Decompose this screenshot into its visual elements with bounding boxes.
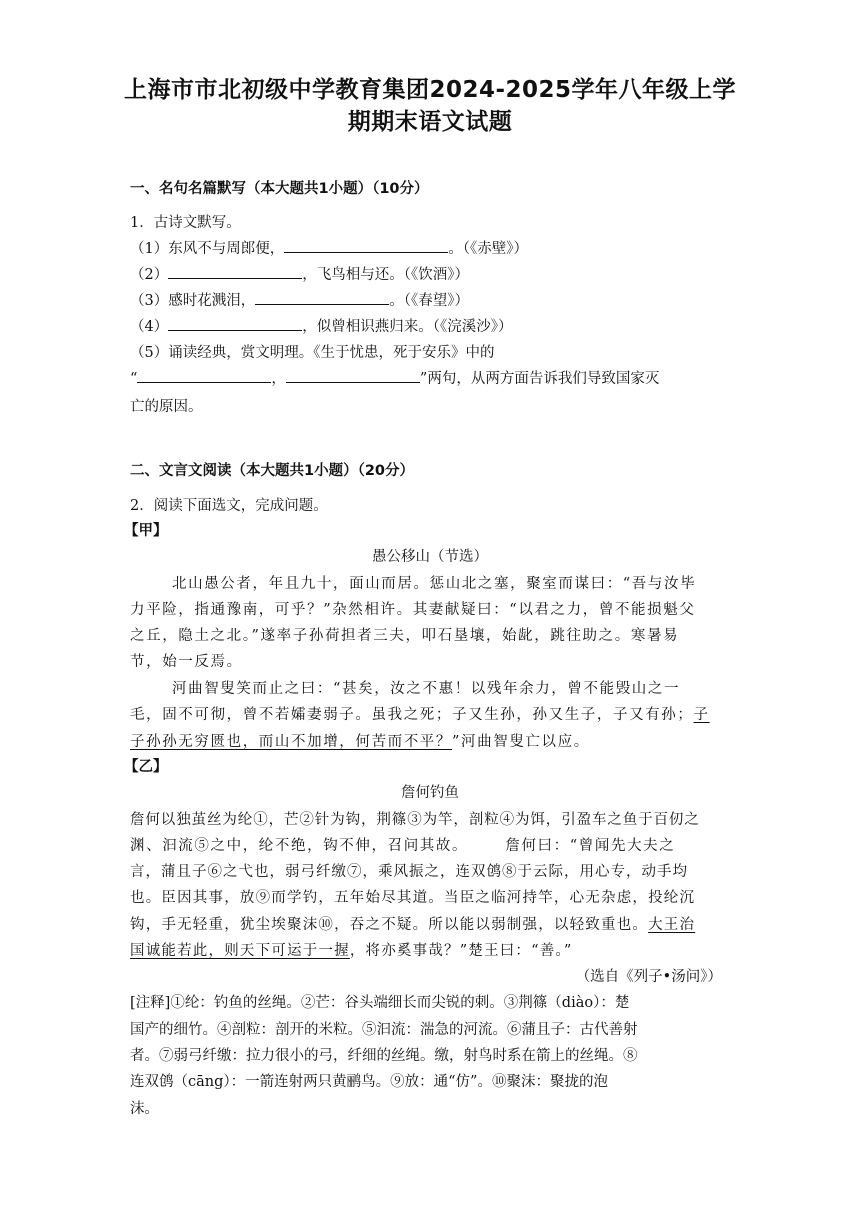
item3-prefix: （3）感时花溅泪， xyxy=(130,293,256,309)
jia-line-2: 力平险，指通豫南，可乎？”杂然相许。其妻献疑曰：“以君之力，曾不能损魁父 xyxy=(130,602,696,618)
yi-line-4: 也。臣因其事，放⑨而学钓，五年始尽其道。当臣之临河持竿，心无杂虑，投纶沉 xyxy=(130,890,696,906)
item1-suffix: 。（《赤壁》） xyxy=(448,241,528,257)
item5-line1: （5）诵读经典，赏文明理。《生于忧患，死于安乐》中的 xyxy=(130,345,495,361)
jia-line-5: 河曲智叟笑而止之曰：“甚矣，汝之不惠！以残年余力，曾不能毁山之一 xyxy=(172,681,681,697)
item4-suffix: ，似曾相识燕归来。（《浣溪沙》） xyxy=(302,319,513,335)
yi-line-1: 詹何以独茧丝为纶①，芒②针为钩，荆篠③为竿，剖粒④为饵，引盈车之鱼于百仞之 xyxy=(130,812,700,828)
item3 xyxy=(130,289,469,310)
jia-underlined-start: 子 xyxy=(693,707,710,723)
yi-line-6 xyxy=(130,939,573,960)
item4-blank[interactable] xyxy=(168,316,302,331)
item1 xyxy=(130,237,528,258)
passage-jia-label: 【甲】 xyxy=(124,522,168,539)
jia-line-6-text: 毛，固不可彻，曾不若孀妻弱子。虽我之死；子又生孙，孙又生子，子又有孙； xyxy=(130,707,694,723)
passage-yi-label: 【乙】 xyxy=(124,758,168,775)
item3-blank[interactable] xyxy=(255,290,389,305)
exam-title-line2: 期期末语文试题 xyxy=(347,109,513,135)
passage-yi-title: 詹何钓鱼 xyxy=(401,785,459,801)
yi-line-2: 渊、汩流⑤之中，纶不绝，钩不伸，召问其故。 詹何曰：“曾闻先大夫之 xyxy=(130,838,676,854)
item5-open-quote: “ xyxy=(130,371,138,387)
jia-underlined-sentence: 子孙孙无穷匮也，而山不加增，何苦而不平？ xyxy=(130,734,452,750)
item2 xyxy=(130,263,469,284)
notes-line-1: [注释]①纶：钓鱼的丝绳。②芒：谷头端细长而尖锐的刺。③荆篠（diào）：楚 xyxy=(130,995,630,1011)
item5-after: ”两句，从两方面告诉我们导致国家灭 xyxy=(419,371,660,387)
jia-line-7-rest: ”河曲智叟亡以应。 xyxy=(452,734,590,750)
item1-blank[interactable] xyxy=(284,238,448,253)
exam-title-line1: 上海市市北初级中学教育集团2024-2025学年八年级上学 xyxy=(123,77,737,103)
question2-intro: 2．阅读下面选文，完成问题。 xyxy=(130,498,328,514)
section2-heading: 二、文言文阅读（本大题共1小题）（20分） xyxy=(130,463,415,479)
item2-suffix: ，飞鸟相与还。（《饮酒》） xyxy=(302,267,469,283)
item1-prefix: （1）东风不与周郎便， xyxy=(130,241,285,257)
item4-prefix: （4） xyxy=(130,319,169,335)
jia-line-6 xyxy=(130,703,710,724)
item4 xyxy=(130,315,512,336)
yi-underlined-sentence: 国诚能若此，则天下可运于一握 xyxy=(130,943,350,959)
notes-line-2: 国产的细竹。④剖粒：剖开的米粒。⑤汩流：湍急的河流。⑥蒲且子：古代善射 xyxy=(130,1022,638,1038)
item5-blank-a[interactable] xyxy=(137,368,271,383)
yi-line-6-rest: ，将亦奚事哉？”楚王曰：“善。” xyxy=(349,943,573,959)
jia-line-1: 北山愚公者，年且九十，面山而居。惩山北之塞，聚室而谋曰：“吾与汝毕 xyxy=(172,576,697,592)
yi-line-5-text: 钩，手无轻重，犹尘埃聚沫⑩，吞之不疑。所以能以弱制强，以轻致重也。 xyxy=(130,917,649,933)
jia-line-4: 节，始一反焉。 xyxy=(130,654,243,670)
yi-underlined-start: 大王治 xyxy=(648,917,696,933)
passage-jia-title: 愚公移山（节选） xyxy=(372,549,488,565)
yi-line-5 xyxy=(130,913,695,934)
notes-line-4: 连双鸧（cāng）：一箭连射两只黄鹂鸟。⑨放：通“仿”。⑩聚沫：聚拢的泡 xyxy=(130,1074,608,1090)
yi-line-3: 言，蒲且子⑥之弋也，弱弓纤缴⑦，乘风振之，连双鸧⑧于云际，用心专，动手均 xyxy=(130,864,688,880)
item2-prefix: （2） xyxy=(130,267,169,283)
question1-intro: 1．古诗文默写。 xyxy=(130,215,241,231)
jia-line-7 xyxy=(130,730,590,751)
item5-blank-b[interactable] xyxy=(286,368,420,383)
source-citation: （选自《列子•汤问》） xyxy=(575,969,722,985)
item5-line2 xyxy=(130,367,659,388)
item3-suffix: 。（《春望》） xyxy=(389,293,469,309)
item5-comma: ， xyxy=(271,371,286,387)
jia-line-3: 之丘，隐土之北。”遂率子孙荷担者三夫，叩石垦壤，始龀，跳往助之。寒暑易 xyxy=(130,628,680,644)
notes-line-3: 者。⑦弱弓纤缴：拉力很小的弓，纤细的丝绳。缴，射鸟时系在箭上的丝绳。⑧ xyxy=(130,1048,638,1064)
item5-line3: 亡的原因。 xyxy=(130,399,203,415)
item2-blank[interactable] xyxy=(168,264,302,279)
section1-heading: 一、名句名篇默写（本大题共1小题）（10分） xyxy=(130,181,429,197)
notes-line-5: 沫。 xyxy=(130,1101,159,1117)
